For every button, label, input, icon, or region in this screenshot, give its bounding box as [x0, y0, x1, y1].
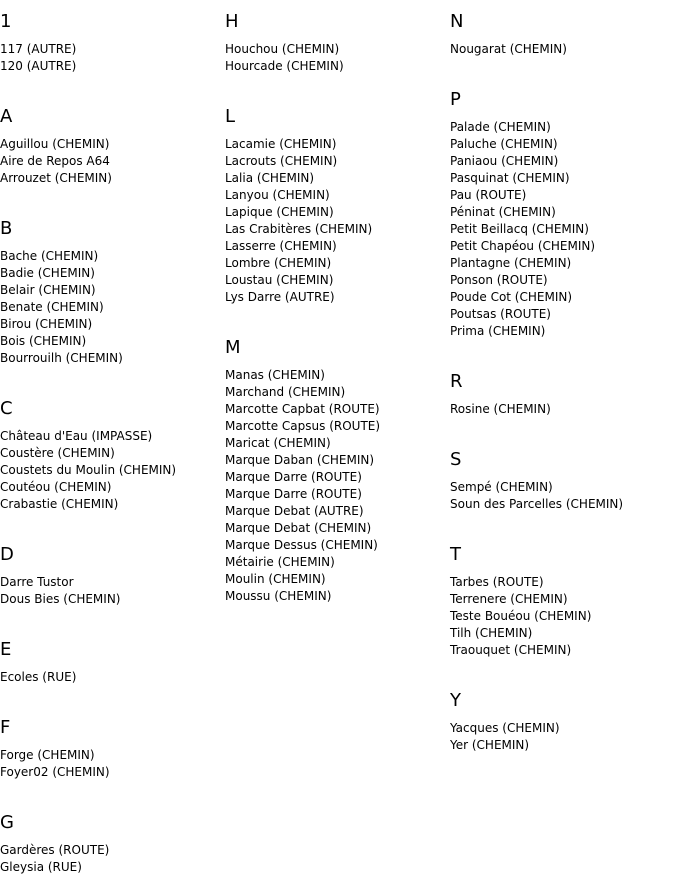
letter-heading: E [0, 639, 12, 660]
street-item: Lys Darre (AUTRE) [225, 290, 335, 304]
street-item: Ponson (ROUTE) [450, 273, 548, 287]
letter-group [0, 812, 220, 876]
group-spacer [450, 58, 670, 78]
street-item: Maricat (CHEMIN) [225, 436, 331, 450]
street-item: Teste Bouéou (CHEMIN) [450, 609, 592, 623]
street-item: Marcotte Capbat (ROUTE) [225, 402, 380, 416]
letter-group [0, 11, 220, 95]
street-item: Péninat (CHEMIN) [450, 205, 556, 219]
letter-group [0, 106, 220, 207]
street-item: Lacrouts (CHEMIN) [225, 154, 338, 168]
letter-heading: M [225, 337, 241, 358]
group-spacer [450, 513, 670, 533]
street-item: Moulin (CHEMIN) [225, 572, 326, 586]
street-item: Pau (ROUTE) [450, 188, 527, 202]
street-item: Crabastie (CHEMIN) [0, 497, 119, 511]
street-item: Sempé (CHEMIN) [450, 480, 553, 494]
group-spacer [0, 781, 220, 801]
street-item: 117 (AUTRE) [0, 42, 77, 56]
street-item: Coutéou (CHEMIN) [0, 480, 112, 494]
street-list [0, 136, 220, 187]
group-spacer [225, 306, 445, 326]
street-item: Marque Darre (ROUTE) [225, 470, 362, 484]
street-item: Coustère (CHEMIN) [0, 446, 115, 460]
street-list [450, 720, 670, 754]
index-column [225, 0, 445, 605]
street-item: Plantagne (CHEMIN) [450, 256, 572, 270]
street-list [450, 119, 670, 340]
letter-heading: B [0, 218, 13, 239]
street-item: 120 (AUTRE) [0, 59, 77, 73]
street-item: Badie (CHEMIN) [0, 266, 95, 280]
street-item: Lasserre (CHEMIN) [225, 239, 337, 253]
street-item: Benate (CHEMIN) [0, 300, 104, 314]
letter-heading: C [0, 398, 13, 419]
group-spacer [0, 187, 220, 207]
street-item: Gleysia (RUE) [0, 860, 82, 874]
street-item: Houchou (CHEMIN) [225, 42, 340, 56]
street-item: Belair (CHEMIN) [0, 283, 96, 297]
street-item: Bourrouilh (CHEMIN) [0, 351, 123, 365]
letter-heading: T [450, 544, 461, 565]
letter-heading: D [0, 544, 14, 565]
letter-heading: Y [450, 690, 461, 711]
street-item: Forge (CHEMIN) [0, 748, 95, 762]
street-item: Ecoles (RUE) [0, 670, 77, 684]
index-column [0, 0, 220, 876]
street-item: Lalia (CHEMIN) [225, 171, 315, 185]
letter-heading: G [0, 812, 14, 833]
street-item: Rosine (CHEMIN) [450, 402, 551, 416]
street-item: Coustets du Moulin (CHEMIN) [0, 463, 177, 477]
street-item: Tilh (CHEMIN) [450, 626, 533, 640]
street-list [0, 428, 220, 513]
street-item: Marque Debat (AUTRE) [225, 504, 364, 518]
letter-group [0, 717, 220, 801]
letter-group [450, 371, 670, 438]
street-list [225, 41, 445, 75]
street-list [225, 136, 445, 306]
street-list [0, 669, 220, 686]
street-item: Darre Tustor [0, 575, 74, 589]
street-item: Petit Beillacq (CHEMIN) [450, 222, 589, 236]
street-item: Petit Chapéou (CHEMIN) [450, 239, 596, 253]
street-list [0, 842, 220, 876]
group-spacer [0, 686, 220, 706]
street-item: Las Crabitères (CHEMIN) [225, 222, 373, 236]
letter-group [225, 106, 445, 326]
street-list [450, 401, 670, 418]
street-item: Poude Cot (CHEMIN) [450, 290, 573, 304]
street-item: Marchand (CHEMIN) [225, 385, 346, 399]
street-item: Marque Debat (CHEMIN) [225, 521, 372, 535]
street-item: Bache (CHEMIN) [0, 249, 99, 263]
letter-heading: H [225, 11, 239, 32]
street-list [450, 479, 670, 513]
street-item: Foyer02 (CHEMIN) [0, 765, 110, 779]
street-item: Prima (CHEMIN) [450, 324, 546, 338]
letter-heading: F [0, 717, 11, 738]
street-item: Marque Darre (ROUTE) [225, 487, 362, 501]
street-item: Marcotte Capsus (ROUTE) [225, 419, 381, 433]
street-item: Paniaou (CHEMIN) [450, 154, 559, 168]
street-item: Yacques (CHEMIN) [450, 721, 560, 735]
street-item: Yer (CHEMIN) [450, 738, 530, 752]
street-item: Hourcade (CHEMIN) [225, 59, 344, 73]
street-item: Gardères (ROUTE) [0, 843, 110, 857]
street-item: Palade (CHEMIN) [450, 120, 551, 134]
street-item: Moussu (CHEMIN) [225, 589, 332, 603]
group-spacer [450, 418, 670, 438]
letter-group [450, 89, 670, 360]
letter-heading: P [450, 89, 461, 110]
letter-group [0, 544, 220, 628]
street-item: Soun des Parcelles (CHEMIN) [450, 497, 624, 511]
letter-group [450, 11, 670, 78]
letter-group [0, 398, 220, 533]
street-list [0, 574, 220, 608]
street-item: Tarbes (ROUTE) [450, 575, 544, 589]
letter-group [0, 218, 220, 387]
street-item: Loustau (CHEMIN) [225, 273, 334, 287]
street-item: Poutsas (ROUTE) [450, 307, 551, 321]
group-spacer [0, 75, 220, 95]
street-item: Marque Dessus (CHEMIN) [225, 538, 378, 552]
street-item: Pasquinat (CHEMIN) [450, 171, 570, 185]
street-list [450, 41, 670, 58]
street-item: Château d'Eau (IMPASSE) [0, 429, 153, 443]
letter-heading: N [450, 11, 464, 32]
street-item: Aire de Repos A64 [0, 154, 110, 168]
street-list [225, 367, 445, 605]
street-list [0, 248, 220, 367]
letter-heading: 1 [0, 11, 12, 32]
letter-heading: S [450, 449, 462, 470]
street-item: Marque Daban (CHEMIN) [225, 453, 375, 467]
letter-group [450, 544, 670, 679]
street-list [0, 41, 220, 75]
street-item: Terrenere (CHEMIN) [450, 592, 568, 606]
group-spacer [450, 659, 670, 679]
street-item: Lapique (CHEMIN) [225, 205, 334, 219]
street-item: Bois (CHEMIN) [0, 334, 87, 348]
group-spacer [0, 513, 220, 533]
street-list [450, 574, 670, 659]
index-column [450, 0, 670, 754]
letter-group [450, 690, 670, 754]
letter-group [225, 337, 445, 605]
street-item: Birou (CHEMIN) [0, 317, 93, 331]
letter-heading: R [450, 371, 463, 392]
street-item: Aguillou (CHEMIN) [0, 137, 110, 151]
group-spacer [225, 75, 445, 95]
street-item: Nougarat (CHEMIN) [450, 42, 567, 56]
street-item: Lombre (CHEMIN) [225, 256, 332, 270]
street-item: Métairie (CHEMIN) [225, 555, 335, 569]
group-spacer [450, 340, 670, 360]
street-item: Arrouzet (CHEMIN) [0, 171, 112, 185]
street-item: Lanyou (CHEMIN) [225, 188, 330, 202]
group-spacer [0, 367, 220, 387]
letter-group [225, 11, 445, 95]
letter-group [450, 449, 670, 533]
letter-group [0, 639, 220, 706]
street-list [0, 747, 220, 781]
letter-heading: L [225, 106, 236, 127]
street-item: Manas (CHEMIN) [225, 368, 325, 382]
street-item: Traouquet (CHEMIN) [450, 643, 572, 657]
street-item: Lacamie (CHEMIN) [225, 137, 337, 151]
group-spacer [0, 608, 220, 628]
street-item: Paluche (CHEMIN) [450, 137, 558, 151]
street-item: Dous Bies (CHEMIN) [0, 592, 121, 606]
letter-heading: A [0, 106, 13, 127]
